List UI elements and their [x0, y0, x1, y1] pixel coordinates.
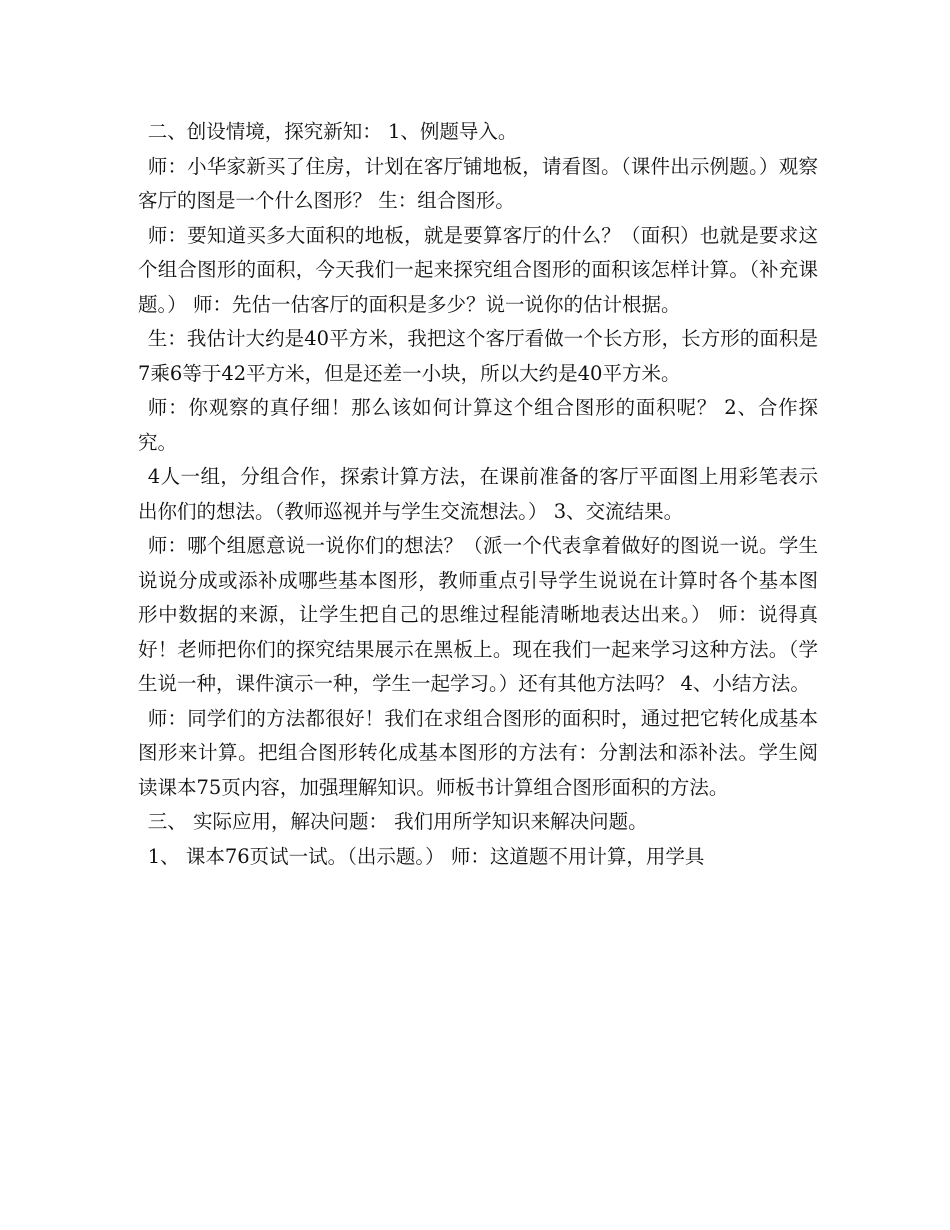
- document-body: [138, 115, 818, 874]
- paragraph-summary: 师：同学们的方法都很好！我们在求组合图形的面积时，通过把它转化成基本图形来计算。把组合图形转化成基本图形的方法有：分割法和添补法。学生阅读课本75页内容，加强理解知识。师板书计算组合图形面积的方法。: [138, 706, 818, 799]
- paragraph-group-work: 4人一组，分组合作，探索计算方法，在课前准备的客厅平面图上用彩笔表示出你们的想法。（教师巡视并与学生交流想法。） 3、交流结果。: [138, 465, 818, 523]
- paragraph-section-heading-3: 三、 实际应用，解决问题： 我们用所学知识来解决问题。: [147, 810, 648, 833]
- paragraph-exercise-1: 1、 课本76页试一试。（出示题。） 师：这道题不用计算，用学具: [147, 844, 705, 868]
- paragraph-share-results: 师：哪个组愿意说一说你们的想法？（派一个代表拿着做好的图说一说。学生说说分成或添补成哪些基本图形，教师重点引导学生说说在计算时各个基本图形中数据的来源，让学生把自己的思维过程能清晰地表达出来。） 师：说得真好！老师把你们的探究结果展示在黑板上。现在我们一起来学习这种方法。（学生说一种，课件演示一种，学生一起学习。）还有其他方法吗？ 4、小结方法。: [138, 534, 818, 695]
- paragraph-teacher-area-question: 师：要知道买多大面积的地板，就是要算客厅的什么？（面积）也就是要求这个组合图形的面积，今天我们一起来探究组合图形的面积该怎样计算。（补充课题。） 师：先估一估客厅的面积是多少？说一说你的估计根据。: [138, 223, 818, 316]
- paragraph-section-heading-2: 二、创设情境，探究新知： 1、例题导入。: [147, 120, 518, 143]
- paragraph-teacher-intro: 师：小华家新买了住房，计划在客厅铺地板，请看图。（课件出示例题。）观察客厅的图是一个什么图形？ 生：组合图形。: [138, 154, 818, 212]
- paragraph-teacher-praise: 师：你观察的真仔细！那么该如何计算这个组合图形的面积呢？ 2、合作探究。: [138, 396, 818, 454]
- paragraph-student-estimate: 生：我估计大约是40平方米，我把这个客厅看做一个长方形，长方形的面积是7乘6等于42平方米，但是还差一小块，所以大约是40平方米。: [138, 327, 818, 385]
